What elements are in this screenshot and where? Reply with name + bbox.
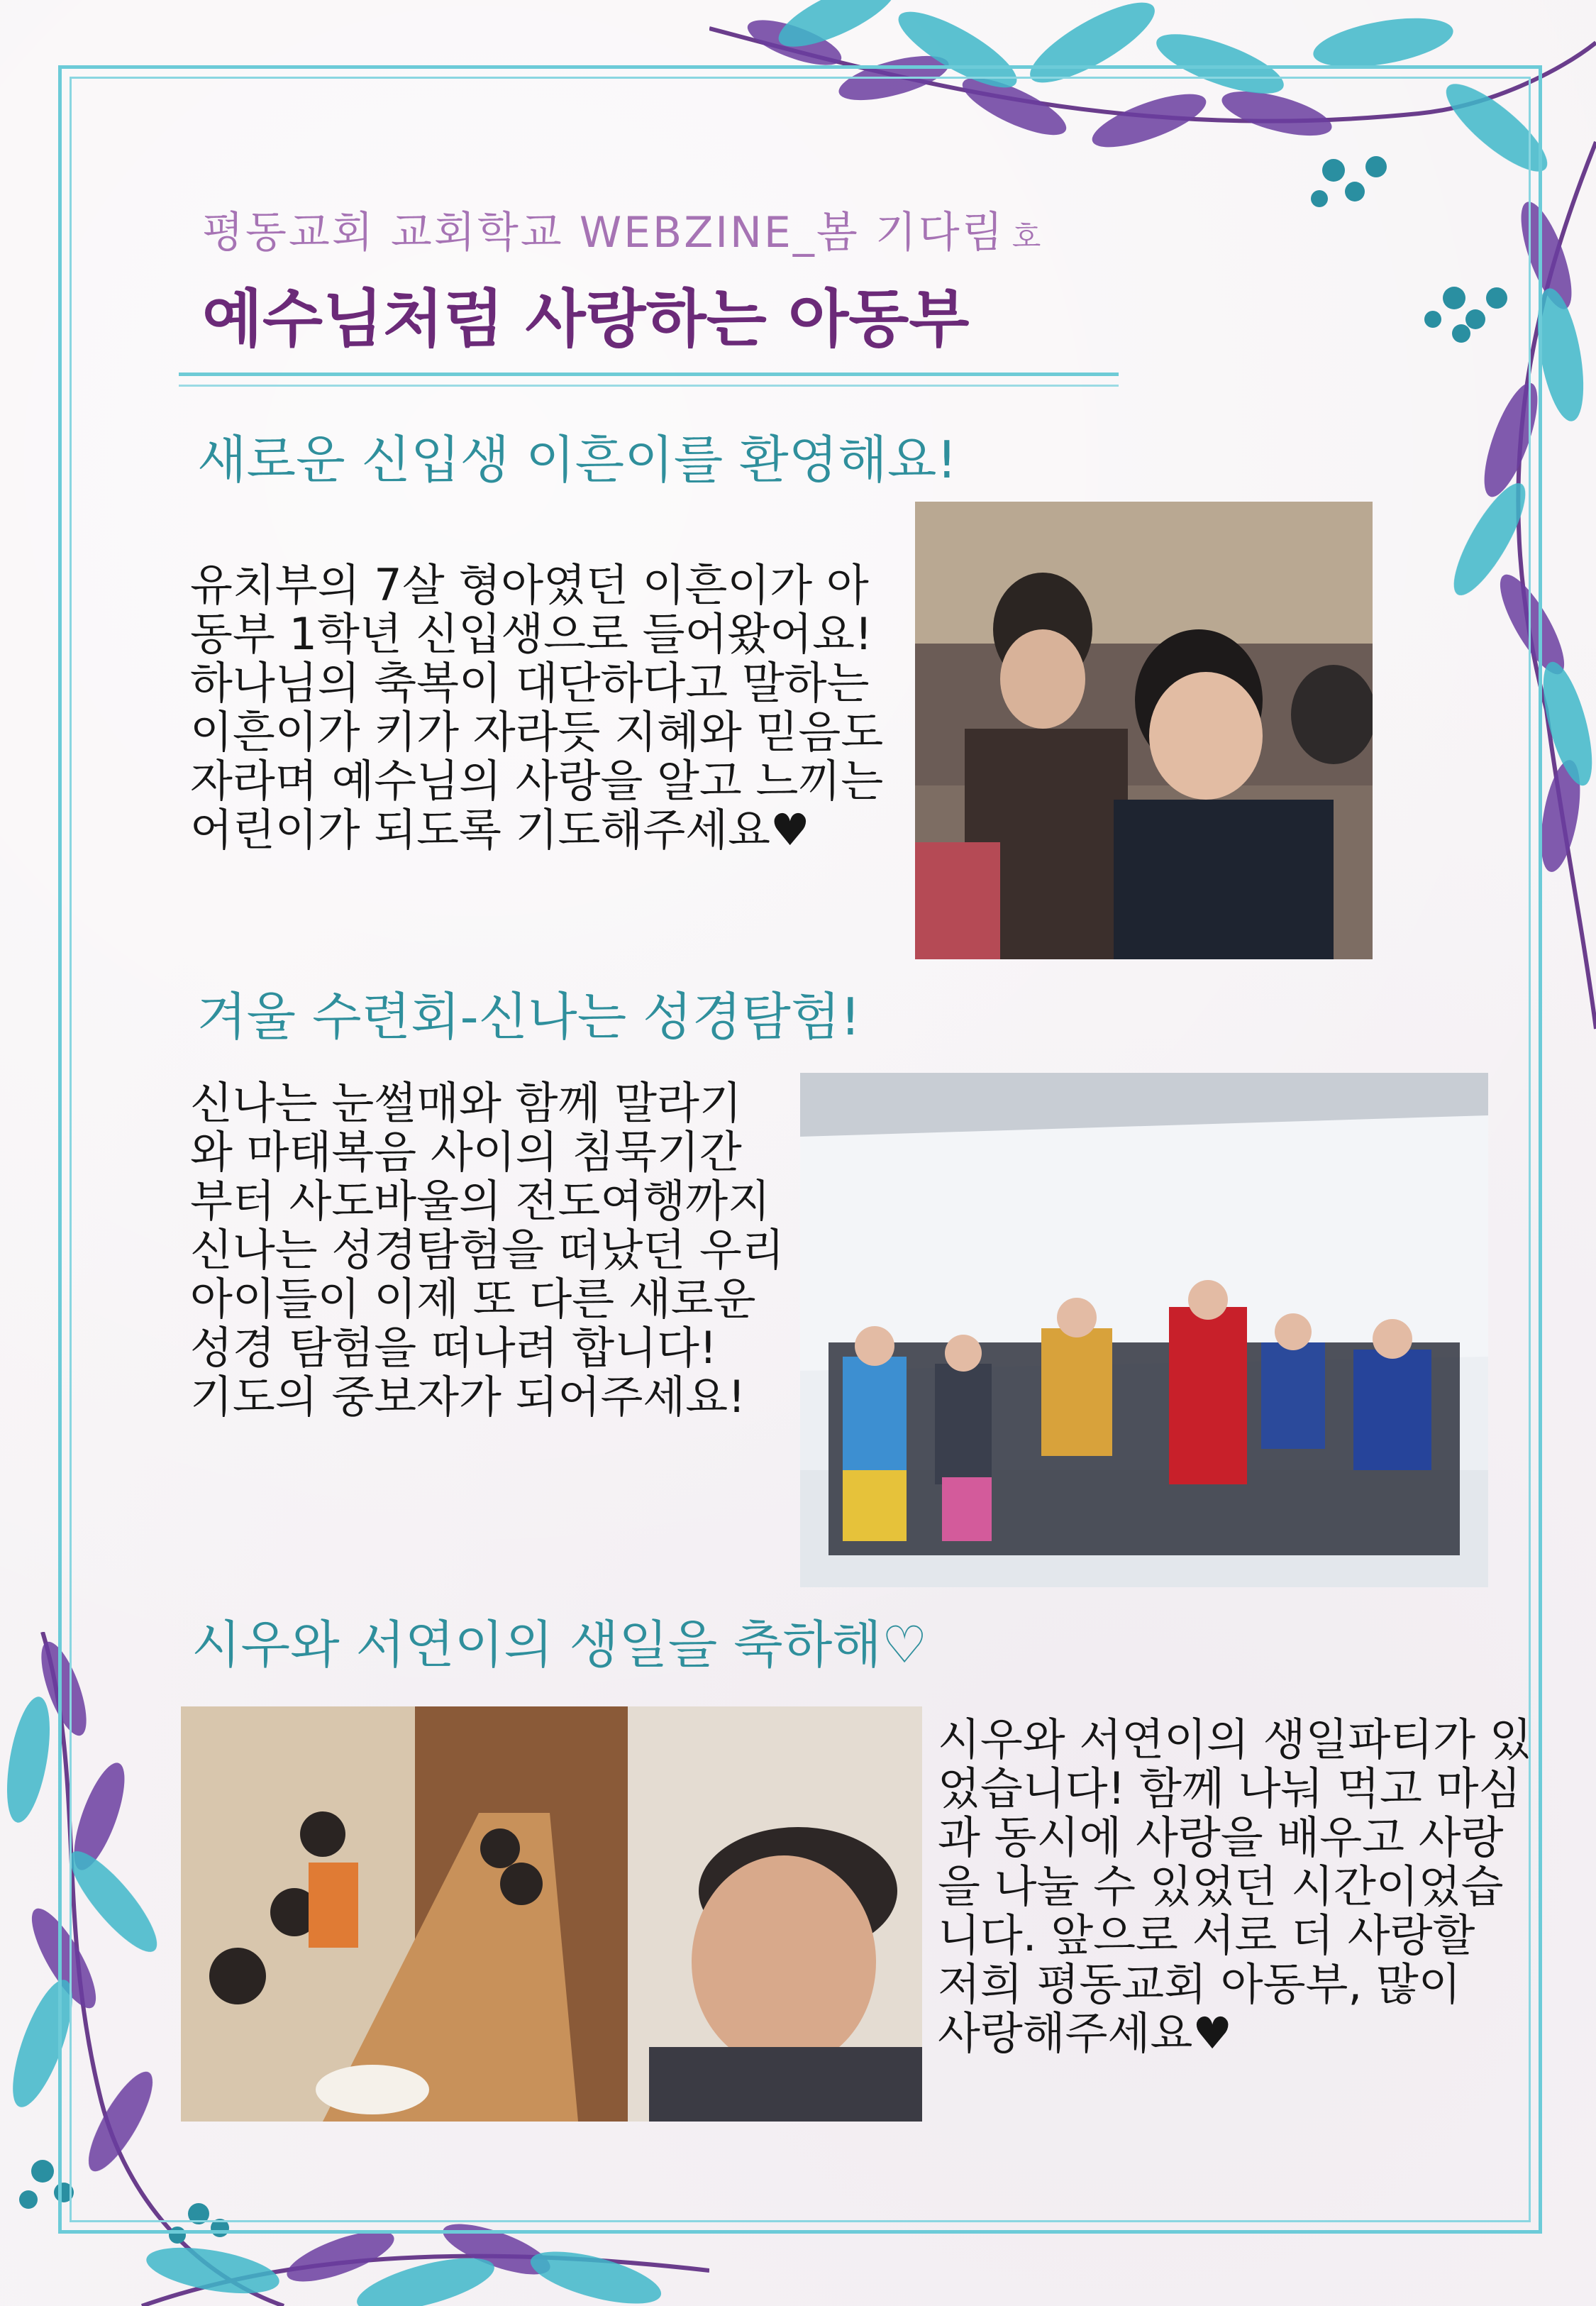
text-line: 었습니다! 함께 나눠 먹고 마심 xyxy=(938,1762,1522,1814)
text-line: 기도의 중보자가 되어주세요! xyxy=(190,1371,746,1423)
section-text-welcome xyxy=(190,561,885,854)
photo-new-student xyxy=(915,502,1373,959)
text-line: 와 마태복음 사이의 침묵기간 xyxy=(190,1126,742,1178)
text-line: 니다. 앞으로 서로 더 사랑할 xyxy=(938,1909,1475,1961)
text-line: 저희 평동교회 아동부, 많이 xyxy=(938,1958,1461,2010)
section-text-winter-retreat xyxy=(190,1078,800,1421)
text-line: 자라며 예수님의 사랑을 알고 느끼는 xyxy=(190,755,884,807)
kicker-suffix: 호 xyxy=(1012,219,1043,254)
text-line: 시우와 서연이의 생일파티가 있 xyxy=(938,1714,1532,1765)
text-line: 어린이가 되도록 기도해주세요♥ xyxy=(190,804,810,856)
text-line: 신나는 성경탐험을 떠났던 우리 xyxy=(190,1224,785,1276)
text-line: 을 나눌 수 있었던 시간이었습 xyxy=(938,1860,1504,1912)
text-line: 부터 사도바울의 전도여행까지 xyxy=(190,1175,771,1227)
title-divider-thin xyxy=(179,385,1119,387)
page-title: 예수님처럼 사랑하는 아동부 xyxy=(202,282,970,355)
webzine-kicker xyxy=(202,199,1195,260)
photo-winter-retreat xyxy=(800,1073,1488,1587)
title-divider xyxy=(179,373,1119,376)
text-line: 성경 탐험을 떠나려 합니다! xyxy=(190,1322,717,1374)
section-title-welcome: 새로운 신입생 이흔이를 환영해요! xyxy=(197,430,958,490)
text-line: 아이들이 이제 또 다른 새로운 xyxy=(190,1273,756,1325)
text-line: 과 동시에 사랑을 배우고 사랑 xyxy=(938,1811,1504,1863)
text-line: 신나는 눈썰매와 함께 말라기 xyxy=(190,1077,742,1129)
photo-birthday-party xyxy=(181,1706,922,2122)
section-text-birthday xyxy=(938,1715,1541,2058)
text-line: 이흔이가 키가 자라듯 지혜와 믿음도 xyxy=(190,706,884,758)
text-line: 사랑해주세요♥ xyxy=(938,2007,1232,2059)
text-line: 동부 1학년 신입생으로 들어왔어요! xyxy=(190,608,872,660)
section-title-winter-retreat: 겨울 수련회-신나는 성경탐험! xyxy=(197,987,861,1047)
section-title-birthday: 시우와 서연이의 생일을 축하해♡ xyxy=(192,1615,928,1675)
kicker-text: 평동교회 교회학교 WEBZINE_봄 기다림 xyxy=(202,208,1005,258)
text-line: 유치부의 7살 형아였던 이흔이가 아 xyxy=(190,559,869,611)
text-line: 하나님의 축복이 대단하다고 말하는 xyxy=(190,657,870,709)
